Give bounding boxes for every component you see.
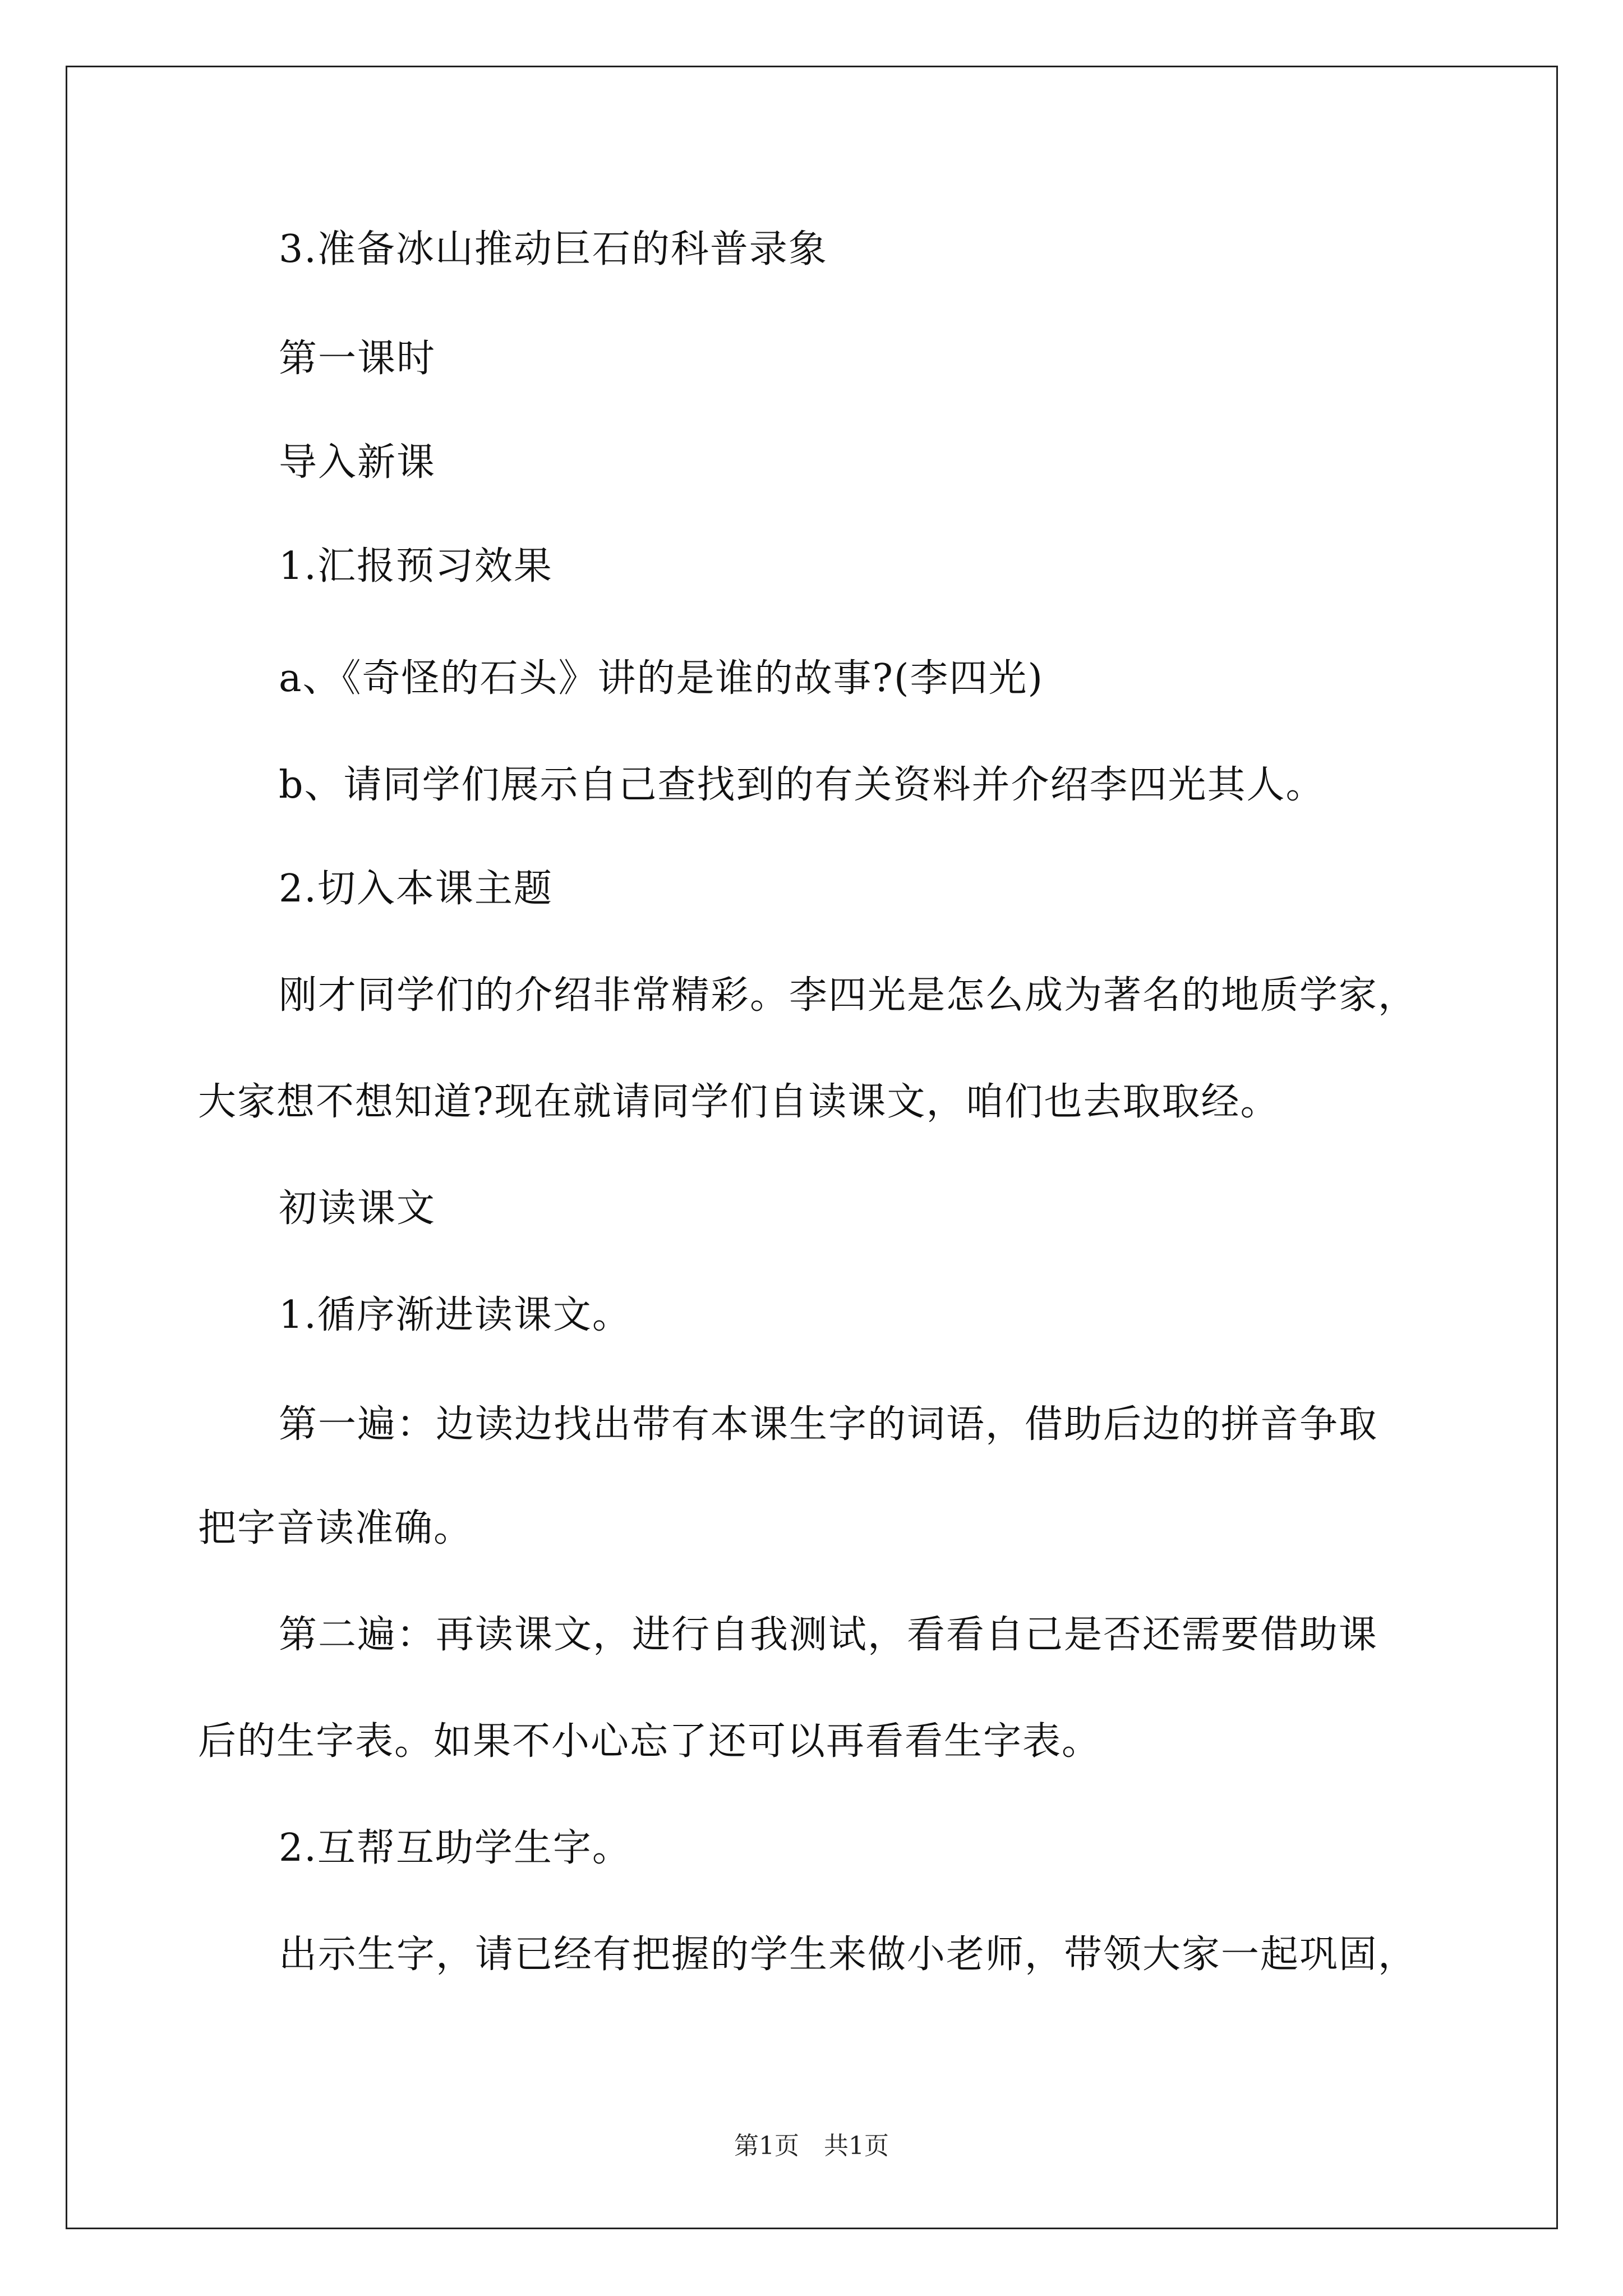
text-line-15: 后的生字表。如果不小心忘了还可以再看看生字表。 <box>198 1719 1101 1764</box>
text-line-17: 出示生字，请已经有把握的学生来做小老师，带领大家一起巩固， <box>279 1932 1418 1977</box>
page-border <box>66 66 1558 2229</box>
page-footer: 第1页 共1页 <box>734 2132 889 2160</box>
text-line-5: a、《奇怪的石头》讲的是谁的故事?(李四光) <box>279 656 1044 701</box>
text-line-10: 初读课文 <box>279 1186 436 1231</box>
text-line-4: 1.汇报预习效果 <box>279 544 553 588</box>
text-line-13: 把字音读准确。 <box>198 1506 473 1550</box>
text-line-6: b、请同学们展示自己查找到的有关资料并介绍李四光其人。 <box>279 763 1325 807</box>
text-line-8: 刚才同学们的介绍非常精彩。李四光是怎么成为著名的地质学家， <box>279 973 1418 1018</box>
text-line-14: 第二遍：再读课文，进行自我测试，看看自己是否还需要借助课 <box>279 1613 1378 1657</box>
text-line-9: 大家想不想知道?现在就请同学们自读课文，咱们也去取取经。 <box>198 1080 1280 1124</box>
text-line-11: 1.循序渐进读课文。 <box>279 1293 631 1337</box>
text-line-16: 2.互帮互助学生字。 <box>279 1826 631 1870</box>
text-line-3: 导入新课 <box>279 440 436 485</box>
text-line-2: 第一课时 <box>279 337 436 381</box>
text-line-7: 2.切入本课主题 <box>279 867 553 911</box>
text-line-12: 第一遍：边读边找出带有本课生字的词语，借助后边的拼音争取 <box>279 1402 1378 1447</box>
text-line-1: 3.准备冰山推动巨石的科普录象 <box>279 227 828 272</box>
